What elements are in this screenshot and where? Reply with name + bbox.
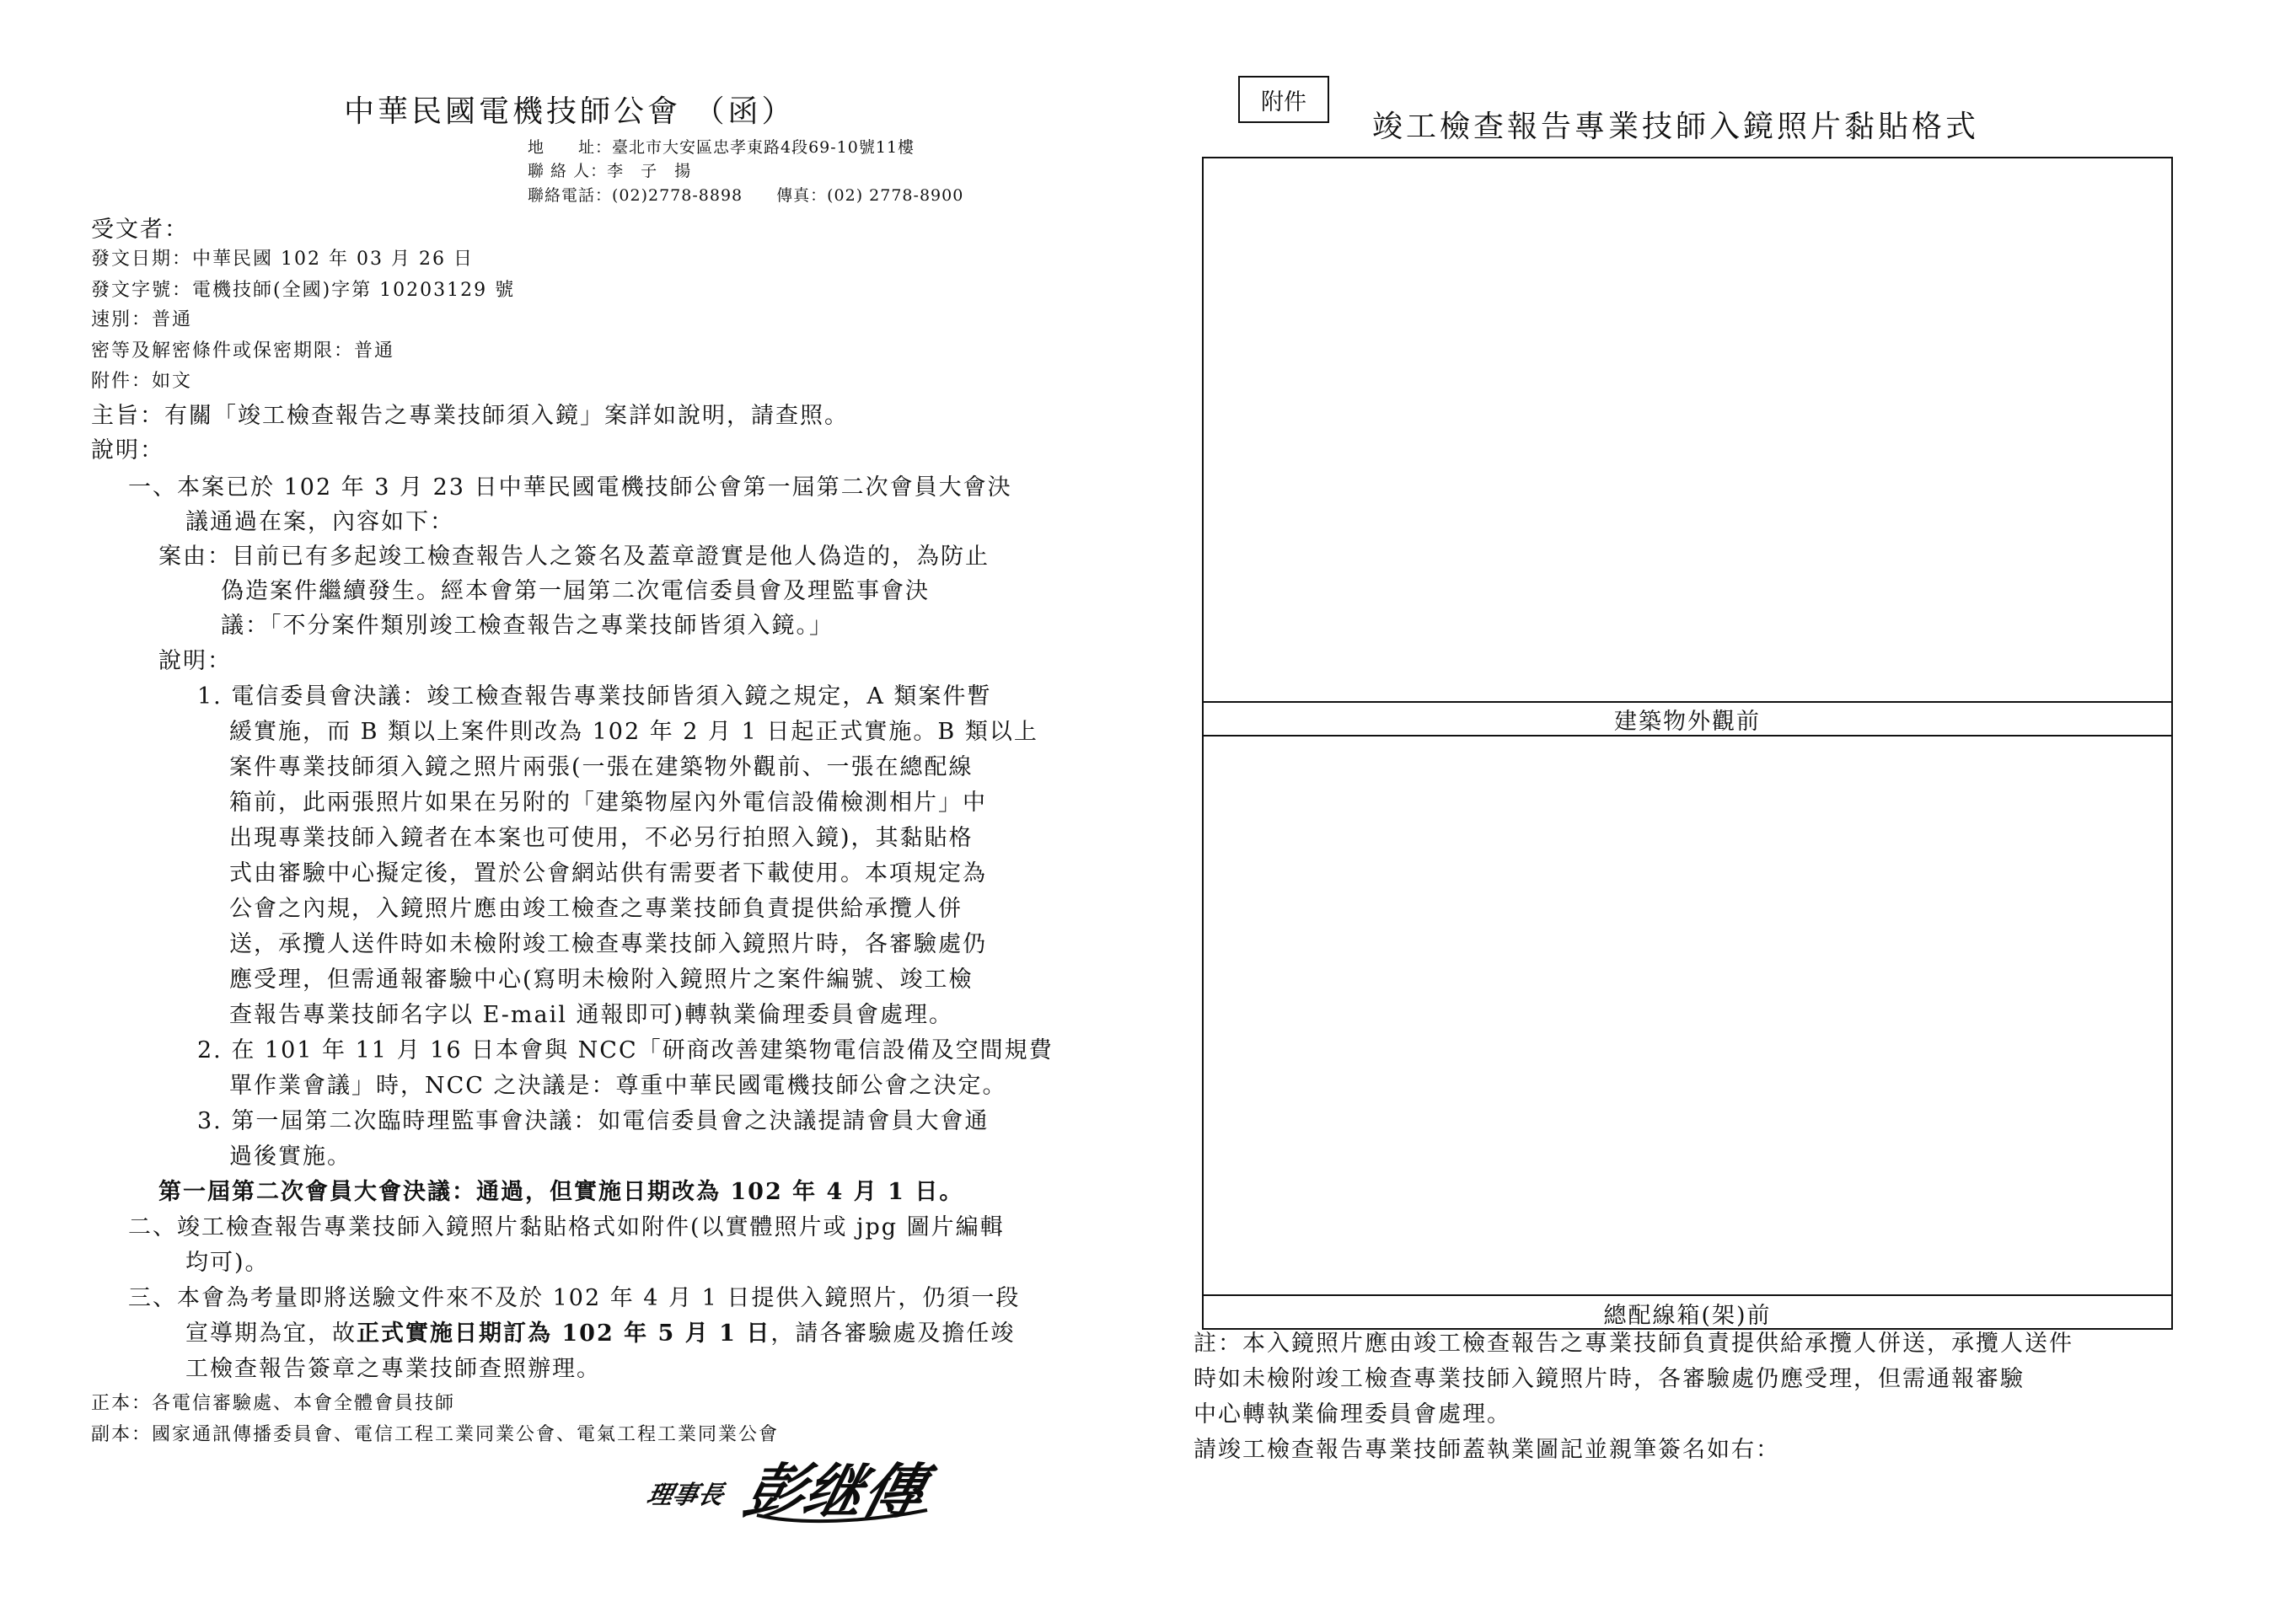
point-3-line: 3. 第一屆第二次臨時理監事會決議：如電信委員會之決議提請會員大會通	[197, 1108, 990, 1134]
explanation-header: 說明：	[91, 437, 164, 463]
point-1-line: 1. 電信委員會決議：竣工檢查報告專業技師皆須入鏡之規定，A 類案件暫	[197, 683, 992, 710]
point-1-line: 式由審驗中心擬定後，置於公會網站供有需要者下載使用。本項規定為	[229, 860, 987, 887]
point-1-line: 緩實施，而 B 類以上案件則改為 102 年 2 月 1 日起正式實施。B 類以上	[229, 719, 1038, 745]
case-reason-line: 偽造案件繼續發生。經本會第一屆第二次電信委員會及理監事會決	[221, 578, 930, 604]
point-1-line: 出現專業技師入鏡者在本案也可使用，不必另行拍照入鏡)，其黏貼格	[229, 825, 974, 851]
item-2-line: 均可)。	[185, 1250, 270, 1276]
contact-line: 聯 絡 人：李 子 揚	[528, 162, 692, 180]
point-3-line: 過後實施。	[229, 1144, 351, 1170]
signature-name: 彭继傳	[737, 1456, 932, 1526]
item-3-line: 工檢查報告簽章之專業技師查照辦理。	[185, 1356, 601, 1382]
cc-main-recipients: 正本：各電信審驗處、本會全體會員技師	[91, 1393, 456, 1414]
case-reason-line: 議：「不分案件類別竣工檢查報告之專業技師皆須入鏡。」	[221, 613, 834, 639]
secrecy-level: 密等及解密條件或保密期限：普通	[91, 340, 395, 362]
assembly-resolution: 第一屆第二次會員大會決議：通過，但實施日期改為 102 年 4 月 1 日。	[158, 1179, 964, 1205]
item-3-line	[185, 1315, 1015, 1347]
point-2-line: 2. 在 101 年 11 月 16 日本會與 NCC「研商改善建築物電信設備及空間規費	[197, 1037, 1054, 1063]
issue-date: 發文日期：中華民國 102 年 03 月 26 日	[91, 249, 474, 270]
address-line: 地 址：臺北市大安區忠孝東路4段69-10號11樓	[528, 138, 915, 157]
speed-classification: 速別：普通	[91, 309, 193, 330]
building-exterior-caption: 建築物外觀前	[1204, 701, 2171, 737]
item-3-line: 三、本會為考量即將送驗文件來不及於 102 年 4 月 1 日提供入鏡照片，仍須一段	[128, 1285, 1021, 1311]
photo-paste-frame	[1202, 157, 2173, 1330]
cc-copy-recipients: 副本：國家通訊傳播委員會、電信工程工業同業公會、電氣工程工業同業公會	[91, 1424, 780, 1445]
point-1-line: 查報告專業技師名字以 E-mail 通報即可)轉執業倫理委員會處理。	[229, 1002, 954, 1028]
attachment-form-title: 竣工檢查報告專業技師入鏡照片黏貼格式	[1372, 110, 1980, 144]
attachment-note: 附件：如文	[91, 371, 193, 392]
attachment-label-box: 附件	[1238, 76, 1329, 123]
phone-line: 聯絡電話：(02)2778-8898 傳真：(02) 2778-8900	[528, 186, 964, 205]
signature-title: 理事長	[644, 1481, 727, 1510]
letter-title: 中華民國電機技師公會 （函）	[344, 94, 796, 129]
document-number: 發文字號：電機技師(全國)字第 10203129 號	[91, 280, 516, 301]
point-1-line: 箱前，此兩張照片如果在另附的「建築物屋內外電信設備檢測相片」中	[229, 790, 987, 816]
item-2-line: 二、竣工檢查報告專業技師入鏡照片黏貼格式如附件(以實體照片或 jpg 圖片編輯	[128, 1214, 1005, 1240]
subject-line: 主旨：有關「竣工檢查報告之專業技師須入鏡」案詳如說明，請查照。	[91, 403, 849, 429]
attachment-note-line: 中心轉執業倫理委員會處理。	[1194, 1401, 1511, 1428]
attachment-note-line: 時如未檢附竣工檢查專業技師入鏡照片時，各審驗處仍應受理，但需通報審驗	[1194, 1366, 2025, 1392]
point-1-line: 案件專業技師須入鏡之照片兩張(一張在建築物外觀前、一張在總配線	[229, 754, 974, 780]
item-3-text: 宣導期為宜，故	[185, 1320, 357, 1347]
item-1-line: 一、本案已於 102 年 3 月 23 日中華民國電機技師公會第一屆第二次會員大會決	[128, 474, 1012, 501]
signature-request-line: 請竣工檢查報告專業技師蓋執業圖記並親筆簽名如右：	[1194, 1437, 1780, 1463]
case-reason-line: 案由：目前已有多起竣工檢查報告人之簽名及蓋章證實是他人偽造的，為防止	[158, 544, 990, 570]
effective-date-emphasis: 正式實施日期訂為 102 年 5 月 1 日	[357, 1320, 771, 1347]
building-exterior-photo-area	[1204, 158, 2171, 701]
distribution-box-photo-area	[1204, 737, 2171, 1294]
point-1-line: 送，承攬人送件時如未檢附竣工檢查專業技師入鏡照片時，各審驗處仍	[229, 931, 987, 957]
sub-explanation-header: 說明：	[158, 648, 232, 674]
point-2-line: 單作業會議」時，NCC 之決議是：尊重中華民國電機技師公會之決定。	[229, 1073, 1007, 1099]
point-1-line: 公會之內規，入鏡照片應由竣工檢查之專業技師負責提供給承攬人併	[229, 896, 963, 922]
attachment-note-line: 註：本入鏡照片應由竣工檢查報告之專業技師負責提供給承攬人併送，承攬人送件	[1194, 1331, 2073, 1357]
item-1-line: 議通過在案，內容如下：	[185, 509, 454, 535]
distribution-box-caption: 總配線箱(架)前	[1204, 1294, 2171, 1330]
item-3-text: ，請各審驗處及擔任竣	[770, 1320, 1016, 1347]
point-1-line: 應受理，但需通報審驗中心(寫明未檢附入鏡照片之案件編號、竣工檢	[229, 967, 974, 993]
recipient-label: 受文者：	[91, 217, 189, 243]
chairman-signature	[644, 1448, 944, 1528]
